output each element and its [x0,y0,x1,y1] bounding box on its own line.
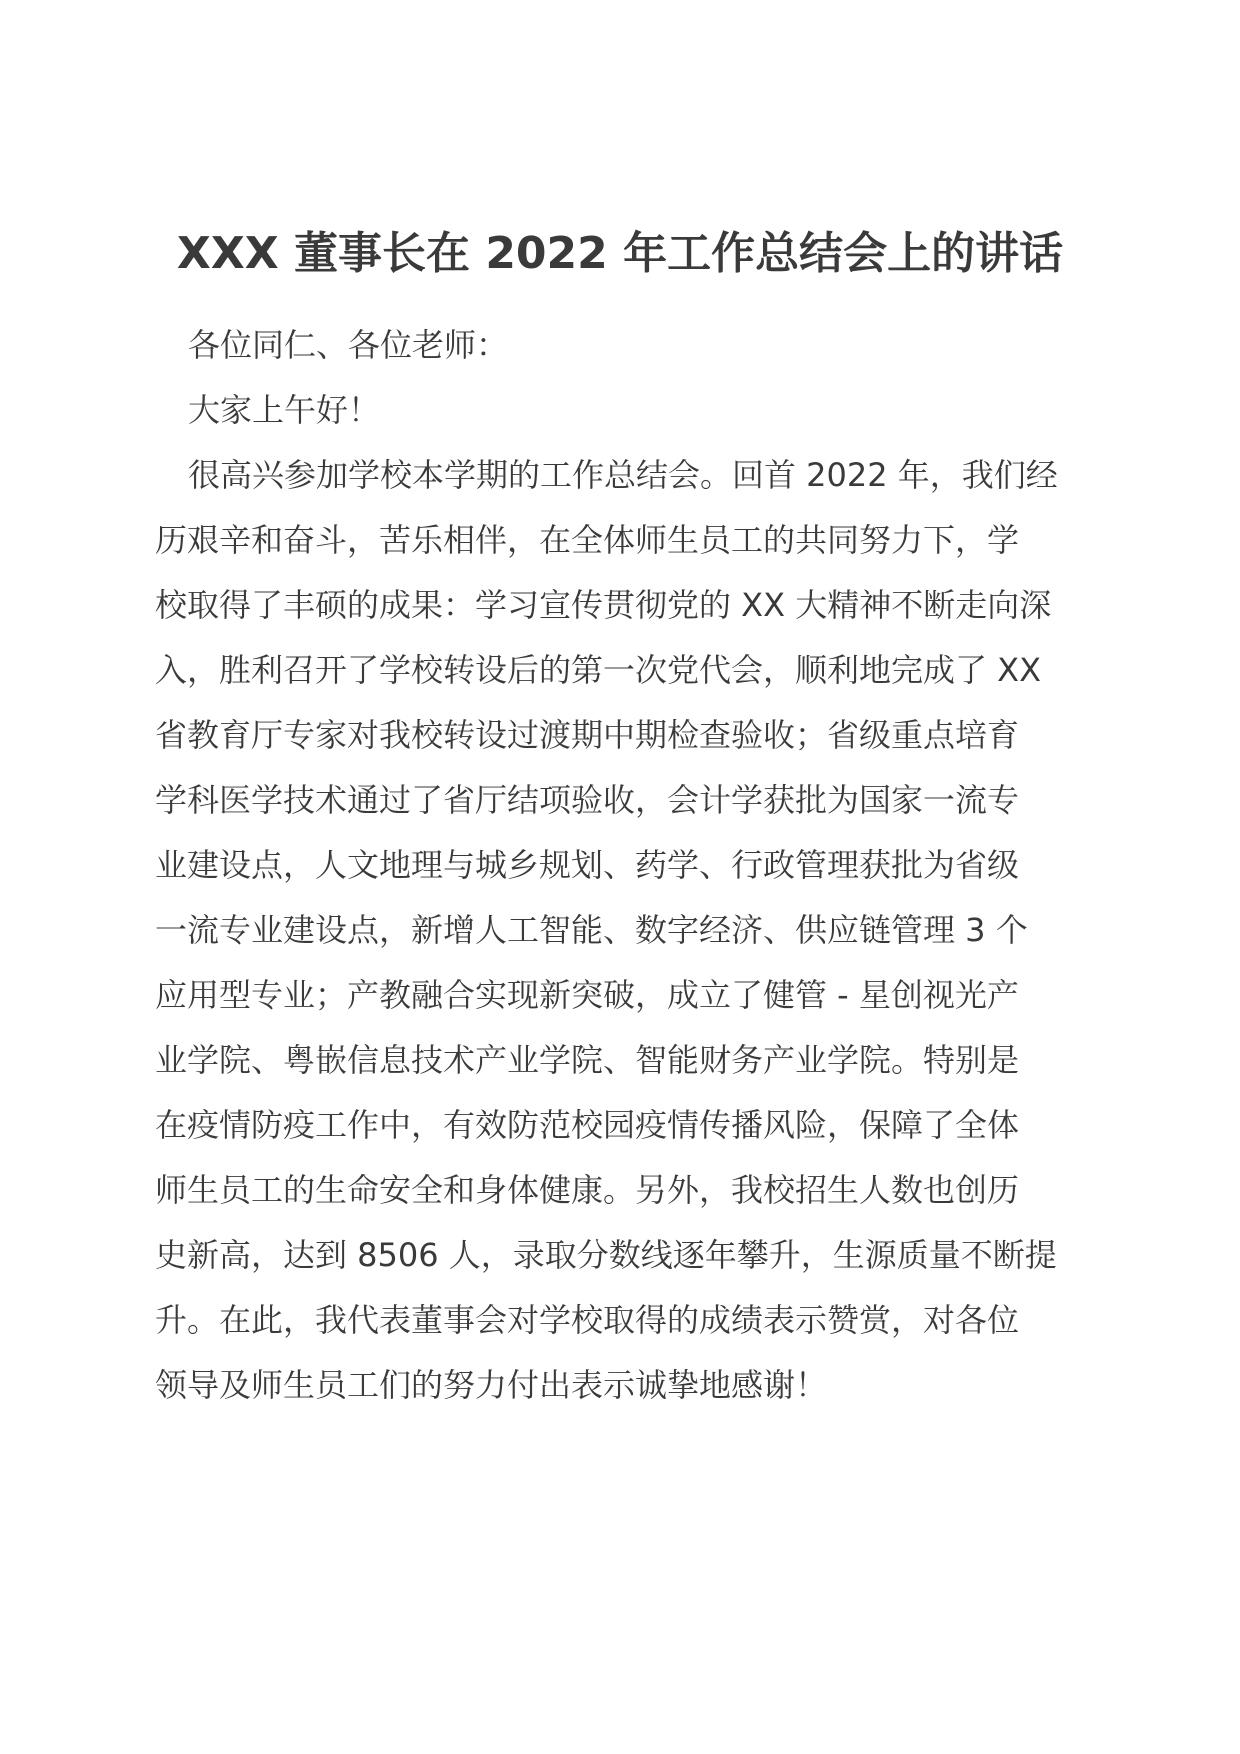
paragraph-line: 历艰辛和奋斗，苦乐相伴，在全体师生员工的共同努力下，学 [155,521,1020,559]
paragraph-line: 业学院、粤嵌信息技术产业学院、智能财务产业学院。特别是 [155,1041,1020,1079]
paragraph-line: 很高兴参加学校本学期的工作总结会。回首 2022 年，我们经 [188,456,1058,494]
paragraph-line: 师生员工的生命安全和身体健康。另外，我校招生人数也创历 [155,1171,1020,1209]
paragraph-line: 省教育厅专家对我校转设过渡期中期检查验收；省级重点培育 [155,716,1020,754]
document-title: XXX 董事长在 2022 年工作总结会上的讲话 [176,228,1064,279]
paragraph-line: 校取得了丰硕的成果：学习宣传贯彻党的 XX 大精神不断走向深 [155,586,1052,624]
document-body [155,313,1085,1418]
paragraph-line: 在疫情防疫工作中，有效防范校园疫情传播风险，保障了全体 [155,1106,1020,1144]
greeting: 大家上午好！ [188,391,381,429]
paragraph-line: 业建设点，人文地理与城乡规划、药学、行政管理获批为省级 [155,846,1020,884]
paragraph-line: 一流专业建设点，新增人工智能、数字经济、供应链管理 3 个 [155,911,1028,949]
salutation: 各位同仁、各位老师： [188,326,509,364]
paragraph-line: 学科医学技术通过了省厅结项验收，会计学获批为国家一流专 [155,781,1020,819]
paragraph-line: 领导及师生员工们的努力付出表示诚挚地感谢！ [155,1366,828,1404]
body-paragraph [155,443,1085,1418]
paragraph-line: 入，胜利召开了学校转设后的第一次党代会，顺利地完成了 XX [155,651,1042,689]
paragraph-line: 升。在此，我代表董事会对学校取得的成绩表示赞赏，对各位 [155,1301,1020,1339]
paragraph-line: 应用型专业；产教融合实现新突破，成立了健管 - 星创视光产 [155,976,1019,1014]
paragraph-line: 史新高，达到 8506 人，录取分数线逐年攀升，生源质量不断提 [155,1236,1057,1274]
